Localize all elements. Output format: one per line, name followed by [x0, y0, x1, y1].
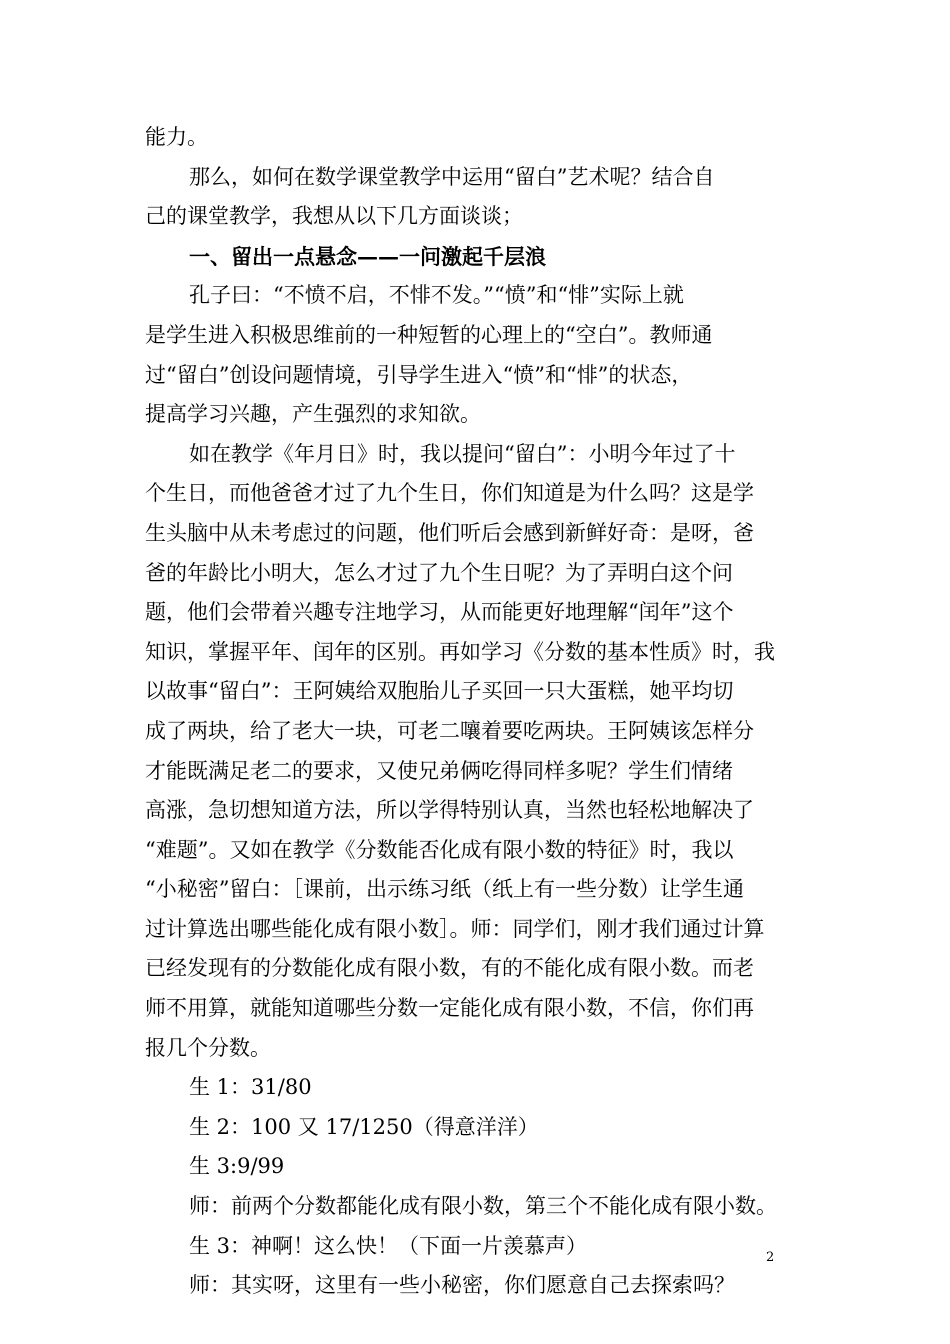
text-line: “难题”。又如在教学《分数能否化成有限小数的特征》时，我以	[145, 837, 734, 862]
text-line: 是学生进入积极思维前的一种短暂的心理上的“空白”。教师通	[145, 322, 713, 347]
dialogue-line: 生 3：神啊！这么快！（下面一片羡慕声）	[189, 1233, 588, 1258]
text-line: “小秘密”留白：［课前，出示练习纸（纸上有一些分数）让学生通	[145, 877, 744, 902]
dialogue-line: 师：前两个分数都能化成有限小数，第三个不能化成有限小数。	[189, 1194, 777, 1219]
text-line: 报几个分数。	[145, 1035, 271, 1060]
text-line: 爸的年龄比小明大，怎么才过了九个生日呢？为了弄明白这个问	[145, 560, 733, 585]
text-line: 生头脑中从未考虑过的问题，他们听后会感到新鲜好奇：是呀，爸	[145, 520, 754, 545]
text-line: 过“留白”创设问题情境，引导学生进入“愤”和“悱”的状态，	[145, 362, 693, 387]
paragraph-line: 如在教学《年月日》时，我以提问“留白”：小明今年过了十	[189, 441, 736, 466]
text-line: 成了两块，给了老大一块，可老二嚷着要吃两块。王阿姨该怎样分	[145, 718, 754, 743]
text-line: 己的课堂教学，我想从以下几方面谈谈；	[145, 204, 523, 229]
text-line: 能力。	[145, 125, 208, 149]
document-body	[145, 118, 805, 1306]
text-line: 题，他们会带着兴趣专注地学习，从而能更好地理解“闰年”这个	[145, 600, 734, 625]
section-heading: 一、留出一点悬念——一问激起千层浪	[189, 243, 546, 269]
paragraph-line: 孔子曰：“不愤不启，不悱不发。”“愤”和“悱”实际上就	[189, 283, 684, 308]
text-line: 个生日，而他爸爸才过了九个生日，你们知道是为什么吗？这是学	[145, 481, 754, 506]
dialogue-line: 生 2：100 又 17/1250（得意洋洋）	[189, 1114, 539, 1139]
dialogue-line: 师：其实呀，这里有一些小秘密，你们愿意自己去探索吗？	[189, 1273, 735, 1298]
page-number: 2	[766, 1250, 775, 1265]
text-line: 知识，掌握平年、闰年的区别。再如学习《分数的基本性质》时，我	[145, 639, 775, 664]
text-line: 师不用算，就能知道哪些分数一定能化成有限小数，不信，你们再	[145, 996, 754, 1021]
dialogue-line: 生 1：31/80	[189, 1075, 312, 1100]
text-line: 提高学习兴趣，产生强烈的求知欲。	[145, 402, 481, 427]
text-line: 已经发现有的分数能化成有限小数，有的不能化成有限小数。而老	[145, 956, 754, 981]
dialogue-line: 生 3:9/99	[189, 1154, 285, 1179]
paragraph-line: 那么，如何在数学课堂教学中运用“留白”艺术呢？结合自	[189, 164, 715, 189]
text-line: 以故事“留白”：王阿姨给双胞胎儿子买回一只大蛋糕，她平均切	[145, 679, 734, 704]
text-line: 过计算选出哪些能化成有限小数］。师：同学们，刚才我们通过计算	[145, 916, 765, 941]
text-line: 高涨，急切想知道方法，所以学得特别认真，当然也轻松地解决了	[145, 798, 754, 823]
text-line: 才能既满足老二的要求，又使兄弟俩吃得同样多呢？学生们情绪	[145, 758, 733, 783]
